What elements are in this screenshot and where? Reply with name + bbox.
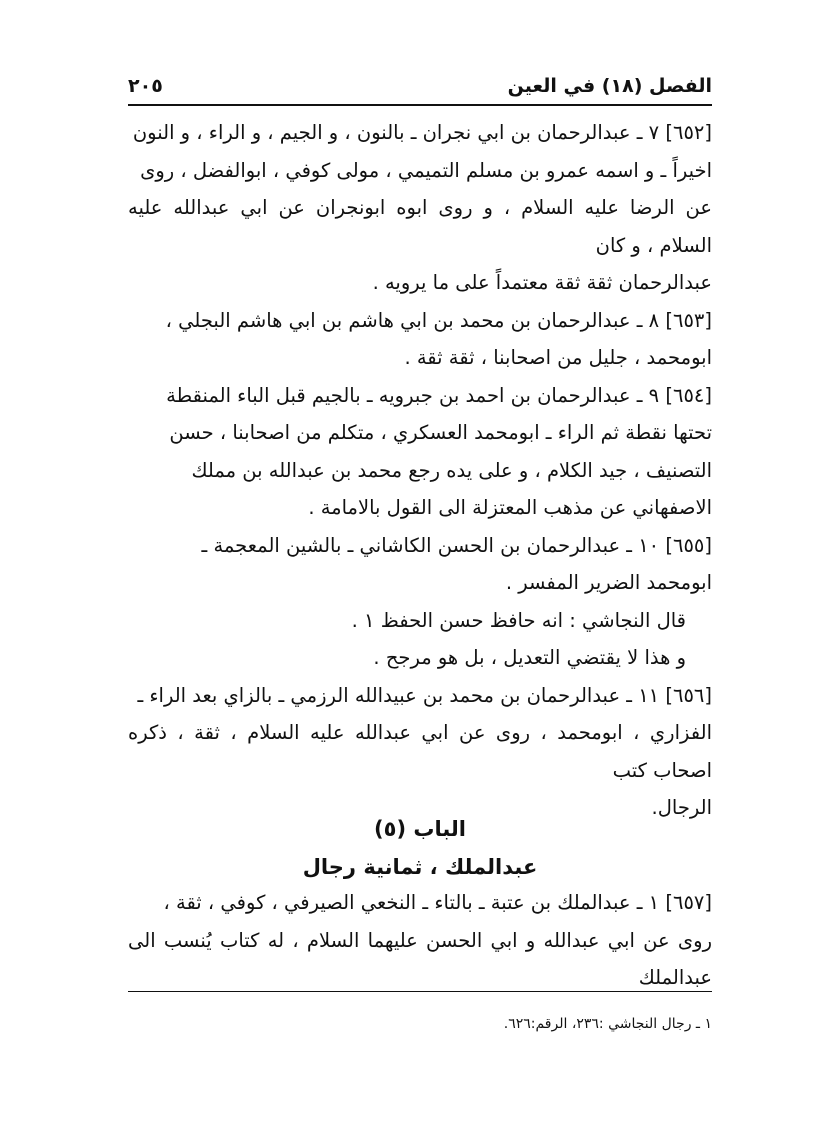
text-line: الفزاري ، ابومحمد ، روى عن ابي عبدالله عليه السلام ، ثقة ، ذكره اصحاب كتب — [128, 721, 712, 782]
text-line: [٦٥٢] ٧ ـ عبدالرحمان بن ابي نجران ـ بالنون ، و الجيم ، و الراء ، و النون — [132, 121, 712, 144]
text-line: [٦٥٥] ١٠ ـ عبدالرحمان بن الحسن الكاشاني ـ بالشين المعجمة ـ — [201, 533, 712, 557]
footnote: ١ ـ رجال النجاشي :٢٣٦، الرقم:٦٢٦. — [503, 1016, 712, 1032]
entry-652 — [128, 114, 712, 302]
main-text — [128, 114, 712, 827]
text-line: عن الرضا عليه السلام ، و روى ابوه ابونجران عن ابي عبدالله عليه السلام ، و كان — [128, 196, 712, 257]
entry-657 — [128, 884, 712, 997]
section-text — [128, 884, 712, 997]
header-divider — [128, 104, 712, 106]
footnote-divider — [128, 991, 712, 992]
entry-653 — [128, 302, 712, 377]
text-line: التصنيف ، جيد الكلام ، و على يده رجع محمد بن عبدالله بن مملك — [191, 458, 712, 482]
text-line: ابومحمد ، جليل من اصحابنا ، ثقة ثقة . — [404, 346, 712, 369]
chapter-title: الباب (٥) — [374, 817, 466, 841]
text-line: الاصفهاني عن مذهب المعتزلة الى القول بالامامة . — [308, 496, 712, 519]
text-line: و هذا لا يقتضي التعديل ، بل هو مرجح . — [373, 646, 686, 669]
text-line: ابومحمد الضرير المفسر . — [505, 571, 712, 594]
entry-656 — [128, 677, 712, 827]
text-line: الرجال. — [651, 796, 712, 819]
entry-654 — [128, 377, 712, 527]
text-line: عبدالرحمان ثقة ثقة معتمداً على ما يرويه . — [372, 271, 712, 294]
entry-655 — [128, 527, 712, 602]
text-line: [٦٥٧] ١ ـ عبدالملك بن عتبة ـ بالتاء ـ النخعي الصيرفي ، كوفي ، ثقة ، — [163, 891, 712, 914]
text-line: قال النجاشي : انه حافظ حسن الحفظ ١ . — [351, 608, 686, 632]
text-line: [٦٥٤] ٩ ـ عبدالرحمان بن احمد بن جبرويه ـ بالجيم قبل الباء المنقطة — [166, 383, 712, 407]
text-line: اخيراً ـ و اسمه عمرو بن مسلم التميمي ، مولى كوفي ، ابوالفضل ، روى — [140, 158, 712, 182]
section-heading — [128, 810, 712, 886]
text-line: تحتها نقطة ثم الراء ـ ابومحمد العسكري ، متكلم من اصحابنا ، حسن — [169, 421, 712, 444]
text-line: [٦٥٦] ١١ ـ عبدالرحمان بن محمد بن عبيدالله الرزمي ـ بالزاي بعد الراء ـ — [137, 683, 712, 707]
text-line: روى عن ابي عبدالله و ابي الحسن عليهما السلام ، له كتاب يُنسب الى عبدالملك — [128, 928, 712, 989]
page-header — [128, 70, 712, 102]
text-line: [٦٥٣] ٨ ـ عبدالرحمان بن محمد بن ابي هاشم بن ابي هاشم البجلي ، — [165, 308, 712, 332]
author-comment — [128, 639, 712, 677]
chapter-subtitle: عبدالملك ، ثمانية رجال — [302, 855, 538, 879]
chapter-header-title: الفصل (١٨) في العين — [507, 75, 712, 97]
najashi-quote — [128, 602, 712, 640]
page-number: ٢٠٥ — [128, 75, 163, 97]
